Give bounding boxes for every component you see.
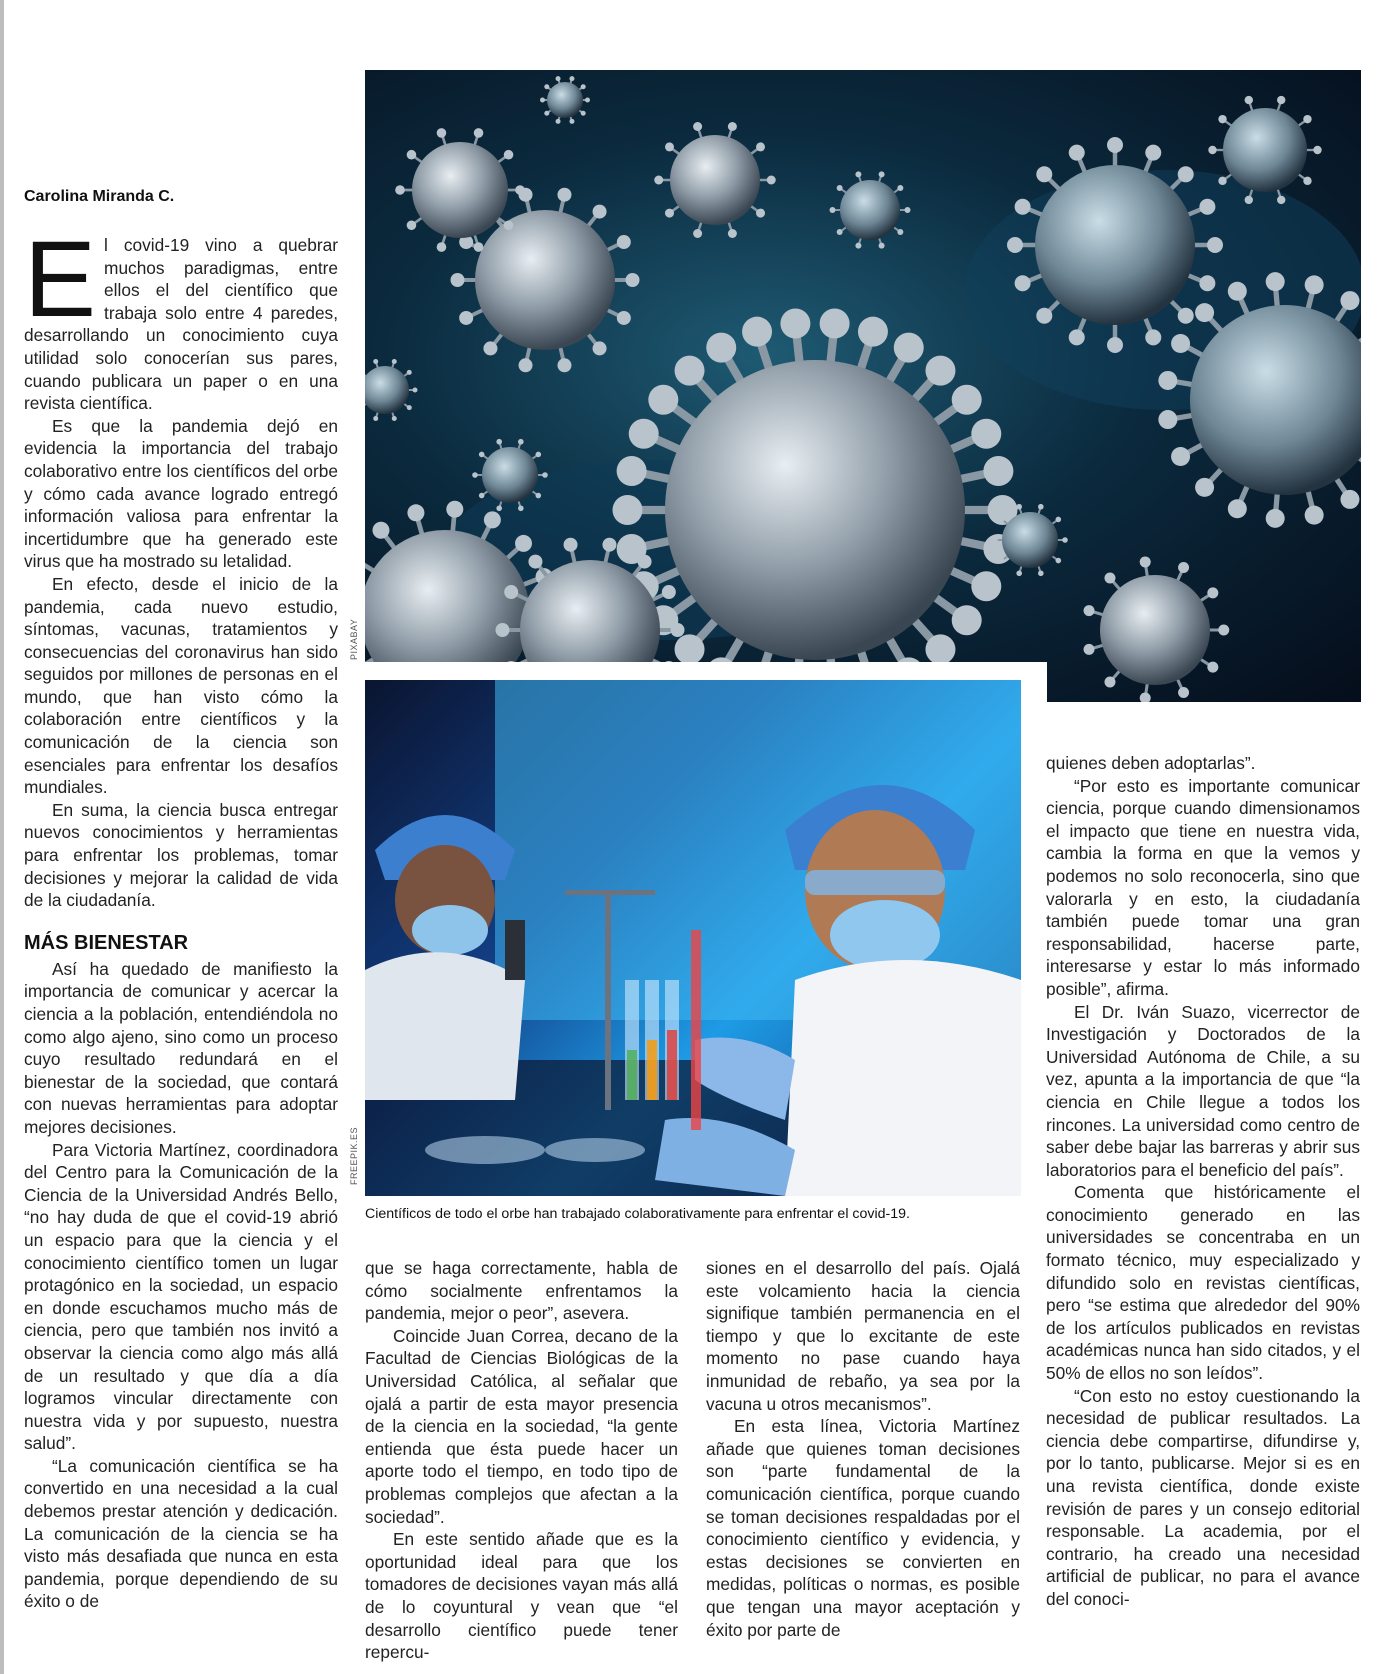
paragraph-2: En esta línea, Victoria Martínez añade que quienes toman decisiones son “parte fundamental de la comunicación científica, porque cuando se toman decisiones respaldadas por el conocimiento científico y evidencia, y estas decisiones se convierten en medidas, políticas o normas, es posible que tengan una mayor aceptación y éxito por parte de [706,1416,1020,1640]
page-edge-rule [0,0,4,1674]
paragraph-3: En efecto, desde el inicio de la pandemia, cada nuevo estudio, síntomas, vacunas, tratamientos y consecuencias del coronavirus han sido seguidos por millones de personas en el mundo, que han visto cómo la colaboración entre científicos y la comunicación de la ciencia son esenciales para enfrentar los desafíos mundiales. [24,573,338,798]
paragraph-2: Es que la pandemia dejó en evidencia la importancia del trabajo colaborativo entre los científicos del orbe y cómo cada avance logrado entregó información valiosa para enfrentar la incertidumbre que ha generado este virus que ha mostrado su letalidad. [24,415,338,572]
virus-particle [365,359,418,421]
paragraph-5: Así ha quedado de manifiesto la importancia de comunicar y acercar la ciencia a la población, entendiéndola no como algo ajeno, sino como un proceso cuyo resultado redundará en el bienestar de la sociedad, que contará con nuevas herramientas para adoptar mejores decisiones. [24,958,338,1137]
virus-photo [365,70,1361,702]
paragraph-1: que se haga correctamente, habla de cómo socialmente enfrentamos la pandemia, mejor o peor”, asevera. [365,1258,678,1324]
section-heading: MÁS BIENESTAR [24,931,189,954]
paragraph-2: Coincide Juan Correa, decano de la Facultad de Ciencias Biológicas de la Universidad Católica, al señalar que ojalá a partir de esta mayor presencia de la ciencia en la sociedad, “la gente entienda que ésta puede hacer un aporte todo el tiempo, en todo tipo de problemas complejos que afectan a la sociedad”. [365,1325,678,1527]
paragraph-4: En suma, la ciencia busca entregar nuevos conocimientos y herramientas para enfrentar los problemas, tomar decisiones y mejorar la calidad de vida de la ciudadanía. [24,799,338,911]
paragraph-1: quienes deben adoptarlas”. [1046,753,1256,773]
column-3 [706,1257,1020,1641]
virus-particle [1007,137,1223,353]
paragraph-1 [24,218,338,415]
paragraph-1: siones en el desarrollo del país. Ojalá este volcamiento hacia la ciencia signifique también permanencia en el tiempo y que lo excitante de este momento no pase cuando haya inmunidad de rebaño, ya sea por la vacuna u otros mecanismos”. [706,1258,1020,1414]
photo-credit-1: PIXABAY [349,618,359,660]
paragraph-4: Comenta que históricamente el conocimiento generado en las universidades se concentraba en un formato técnico, muy especializado y difundido solo en revistas científicas, pero “se estima que alrededor del 90% de los artículos publicados en revistas académicas nunca han sido citados, y el 50% de ellos no son leídos”. [1046,1182,1360,1384]
lab-illustration [365,680,1021,1196]
lab-photo [365,680,1021,1196]
virus-particle [654,122,776,238]
drop-cap: E [24,218,97,339]
photo-caption: Científicos de todo el orbe han trabajado colaborativamente para enfrentar el covid-19. [365,1206,910,1222]
photo-gap-corner [1021,662,1047,702]
paragraph-5: “Con esto no estoy cuestionando la necesidad de publicar resultados. La ciencia debe compartirse, difundirse y, por lo tanto, publicarse. Mejor si es en una revista científica, donde existe revisión de pares y un consejo editorial responsable. La academia, por el contrario, ha creado una necesidad artificial de publicar, no para el avance del conoci- [1046,1385,1360,1609]
paragraph-6: Para Victoria Martínez, coordinadora del Centro para la Comunicación de la Ciencia de la Universidad Andrés Bello, “no hay duda de que el covid-19 abrió un espacio para que la ciencia y el conocimiento científico tomen un lugar protagónico en la sociedad, un espacio en donde escuchamos mucho más de ciencia, pero que también nos invitó a observar la ciencia como algo más allá de un resultado y que día a día logramos vincular directamente con nuestra vida y por supuesto, nuestra salud”. [24,1139,338,1454]
virus-particle [540,76,590,124]
byline: Carolina Miranda C. [24,188,175,205]
virus-particle [830,171,911,248]
virus-particle [613,309,1018,702]
column-2 [365,1257,678,1664]
paragraph-3: El Dr. Iván Suazo, vicerrector de Investigación y Doctorados de la Universidad Autónoma de Chile, a su vez, apunta a la importancia de que “la ciencia en Chile llegue a todos los rincones. La universidad como centro de saber debe bajar las barreras y abrir sus laboratorios para el beneficio del país”. [1046,1001,1360,1180]
paragraph-7: “La comunicación científica se ha convertido en una necesidad a la cual debemos prestar atención y dedicación. La comunicación de la ciencia se ha visto más desafiada que nunca en esta pandemia, porque dependiendo de su éxito o de [24,1455,338,1612]
column-4 [1046,752,1360,1611]
photo-credit-2: FREEPIK.ES [349,1126,359,1185]
paragraph-3: En este sentido añade que es la oportunidad ideal para que los tomadores de decisiones vayan más allá de lo coyuntural y vean que “el desarrollo científico puede tener repercu- [365,1529,678,1663]
paragraph-2: “Por esto es importante comunicar ciencia, porque cuando dimensionamos el impacto que tiene en nuestra vida, cambia la forma en que la vemos y podemos no solo reconocerla, sino que valorarla y en esto, la ciudadanía también puede tomar una gran responsabilidad, hacerse parte, interesarse y estar lo más informado posible”, afirma. [1046,775,1360,999]
paragraph-1-text: l covid-19 vino a quebrar muchos paradigmas, entre ellos el del científico que trabaja solo entre 4 paredes, desarrollando un conocimiento cuya utilidad solo conocerían sus pares, cuando publicara un paper o en una revista científica. [24,235,338,414]
photo-gap [365,662,1047,680]
virus-particle [1084,556,1230,702]
column-1 [24,218,338,1613]
virus-illustration [365,70,1361,702]
